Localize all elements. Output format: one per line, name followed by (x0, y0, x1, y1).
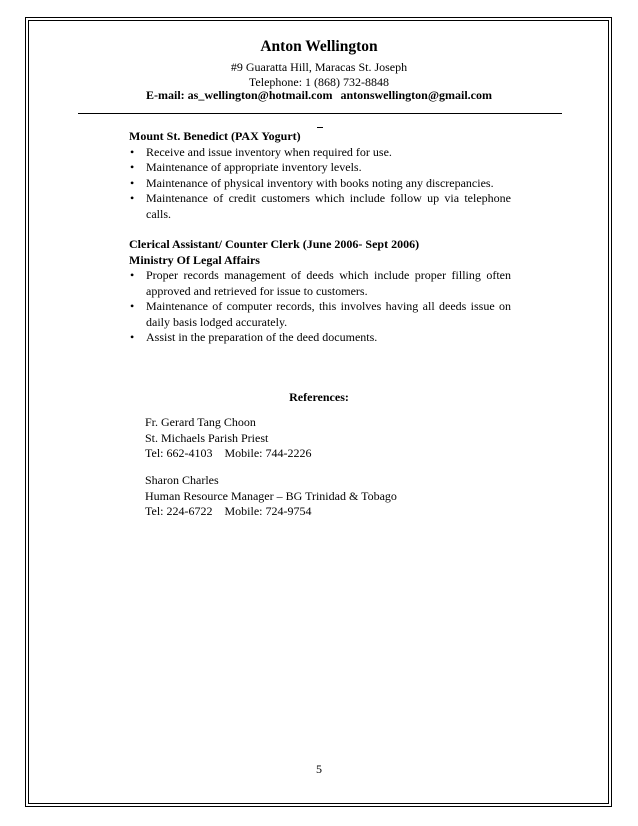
divider-mark (317, 127, 323, 128)
reference-1-name: Fr. Gerard Tang Choon (145, 415, 256, 429)
bullet-item: • Maintenance of credit customers which include follow up via telephone calls. (129, 191, 511, 222)
reference-2-mobile: Mobile: 724-9754 (224, 504, 312, 518)
job-1-bullets (129, 145, 511, 223)
reference-2-name: Sharon Charles (145, 473, 219, 487)
reference-2-tel: Tel: 224-6722 (145, 504, 213, 518)
reference-1 (145, 415, 311, 462)
job-2-title: Clerical Assistant/ Counter Clerk (June 2006- Sept 2006) (129, 237, 420, 251)
email-line (0, 88, 638, 103)
job-1-title: Mount St. Benedict (PAX Yogurt) (129, 129, 301, 143)
bullet-item: • Maintenance of computer records, this involves having all deeds issue on daily basis lodged accurately. (129, 299, 511, 330)
applicant-name: Anton Wellington (260, 38, 378, 55)
reference-2-contact (145, 504, 397, 520)
bullet-item: • Receive and issue inventory when required for use. (129, 145, 511, 161)
address: #9 Guaratta Hill, Maracas St. Joseph (230, 60, 408, 74)
reference-1-role: St. Michaels Parish Priest (145, 430, 269, 445)
job-section-2 (129, 237, 511, 346)
reference-1-mobile: Mobile: 744-2226 (224, 446, 312, 460)
email-secondary: antonswellington@gmail.com (340, 88, 492, 102)
job-2-bullets (129, 268, 511, 346)
job-2-organization: Ministry Of Legal Affairs (129, 252, 260, 267)
reference-1-tel: Tel: 662-4103 (145, 446, 213, 460)
job-section-1 (129, 129, 511, 222)
reference-2-role: Human Resource Manager – BG Trinidad & Tobago (145, 488, 397, 503)
bullet-item: • Assist in the preparation of the deed documents. (129, 330, 511, 346)
reference-2 (145, 473, 397, 520)
bullet-item: • Maintenance of physical inventory with books noting any discrepancies. (129, 176, 511, 192)
page-number: 5 (316, 762, 322, 776)
bullet-item: • Proper records management of deeds which include proper filling often approved and retrieved for issue to customers. (129, 268, 511, 299)
reference-1-contact (145, 446, 311, 462)
references-heading: References: (289, 390, 349, 404)
bullet-item: • Maintenance of appropriate inventory levels. (129, 160, 511, 176)
telephone: Telephone: 1 (868) 732-8848 (248, 75, 390, 89)
email-primary: E-mail: as_wellington@hotmail.com (146, 88, 333, 102)
header-divider (78, 113, 562, 114)
